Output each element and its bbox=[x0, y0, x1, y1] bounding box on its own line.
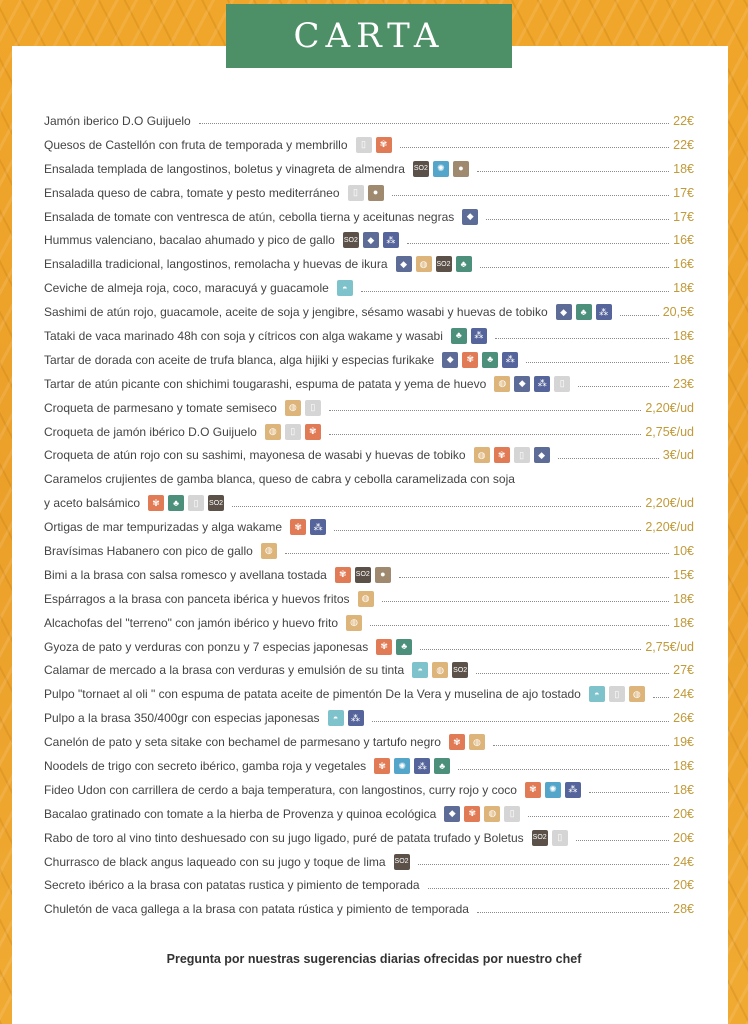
dot-leader bbox=[528, 816, 669, 817]
soy-icon: ♣ bbox=[168, 495, 184, 511]
gluten-wheat-icon: ✾ bbox=[305, 424, 321, 440]
dish-name: Tartar de dorada con aceite de trufa blanca, alga hijiki y especias furikake bbox=[44, 352, 435, 367]
menu-item bbox=[44, 467, 694, 515]
milk-icon: ▯ bbox=[504, 806, 520, 822]
allergen-icons bbox=[494, 376, 570, 392]
dot-leader bbox=[495, 338, 669, 339]
dish-name: Quesos de Castellón con fruta de temporada y membrillo bbox=[44, 137, 348, 152]
dot-leader bbox=[334, 530, 641, 531]
sesame-icon: ⁂ bbox=[534, 376, 550, 392]
dish-price: 2,20€/ud bbox=[645, 400, 694, 415]
menu-item bbox=[44, 682, 694, 706]
dot-leader bbox=[285, 553, 669, 554]
dish-price: 18€ bbox=[673, 615, 694, 630]
dot-leader bbox=[361, 291, 669, 292]
egg-icon: ◍ bbox=[484, 806, 500, 822]
fish-icon: ◆ bbox=[556, 304, 572, 320]
milk-icon: ▯ bbox=[285, 424, 301, 440]
allergen-icons bbox=[358, 591, 374, 607]
menu-item bbox=[44, 181, 694, 205]
dish-name: Bimi a la brasa con salsa romesco y avellana tostada bbox=[44, 567, 327, 582]
menu-item bbox=[44, 635, 694, 659]
dish-price: 28€ bbox=[673, 902, 694, 917]
menu-item bbox=[44, 228, 694, 252]
dish-price: 20€ bbox=[673, 878, 694, 893]
soy-icon: ♣ bbox=[482, 352, 498, 368]
fish-icon: ◆ bbox=[514, 376, 530, 392]
sesame-icon: ⁂ bbox=[565, 782, 581, 798]
egg-icon: ◍ bbox=[265, 424, 281, 440]
dish-name: Churrasco de black angus laqueado con su jugo y toque de lima bbox=[44, 854, 386, 869]
egg-icon: ◍ bbox=[629, 686, 645, 702]
menu-item bbox=[44, 802, 694, 826]
allergen-icons bbox=[525, 782, 581, 798]
mollusc-shell-icon: ◓ bbox=[412, 662, 428, 678]
dot-leader bbox=[329, 434, 642, 435]
allergen-icons bbox=[265, 424, 321, 440]
dish-price: 26€ bbox=[673, 711, 694, 726]
dot-leader bbox=[476, 673, 669, 674]
dish-name: Fideo Udon con carrillera de cerdo a baja temperatura, con langostinos, curry rojo y coco bbox=[44, 782, 517, 797]
sesame-icon: ⁂ bbox=[471, 328, 487, 344]
allergen-icons bbox=[374, 758, 450, 774]
allergen-icons bbox=[396, 256, 472, 272]
allergen-icons bbox=[444, 806, 520, 822]
dish-price: 2,75€/ud bbox=[645, 424, 694, 439]
dot-leader bbox=[576, 840, 669, 841]
dish-line-2 bbox=[44, 491, 694, 515]
dot-leader bbox=[477, 912, 669, 913]
menu-item bbox=[44, 539, 694, 563]
dot-leader bbox=[620, 315, 659, 316]
dot-leader bbox=[526, 362, 669, 363]
egg-icon: ◍ bbox=[285, 400, 301, 416]
sulphites-icon: SO2 bbox=[208, 495, 224, 511]
sulphites-icon: SO2 bbox=[394, 854, 410, 870]
menu-item bbox=[44, 252, 694, 276]
menu-item bbox=[44, 754, 694, 778]
gluten-wheat-icon: ✾ bbox=[376, 639, 392, 655]
dish-price: 19€ bbox=[673, 735, 694, 750]
dish-price: 24€ bbox=[673, 854, 694, 869]
egg-icon: ◍ bbox=[469, 734, 485, 750]
dish-price: 10€ bbox=[673, 543, 694, 558]
fish-icon: ◆ bbox=[363, 232, 379, 248]
sulphites-icon: SO2 bbox=[436, 256, 452, 272]
menu-item bbox=[44, 420, 694, 444]
allergen-icons bbox=[337, 280, 353, 296]
menu-item bbox=[44, 587, 694, 611]
dot-leader bbox=[329, 410, 642, 411]
allergen-icons bbox=[532, 830, 568, 846]
allergen-icons bbox=[442, 352, 518, 368]
gluten-wheat-icon: ✾ bbox=[148, 495, 164, 511]
sulphites-icon: SO2 bbox=[355, 567, 371, 583]
nut-icon: ● bbox=[375, 567, 391, 583]
menu-item bbox=[44, 659, 694, 683]
dish-name: Espárragos a la brasa con panceta ibérica y huevos fritos bbox=[44, 591, 350, 606]
allergen-icons bbox=[328, 710, 364, 726]
dish-name: Calamar de mercado a la brasa con verduras y emulsión de su tinta bbox=[44, 663, 405, 678]
allergen-icons bbox=[356, 137, 392, 153]
dish-name: Sashimi de atún rojo, guacamole, aceite de soja y jengibre, sésamo wasabi y huevas de tobiko bbox=[44, 305, 548, 320]
allergen-icons bbox=[412, 662, 468, 678]
fish-icon: ◆ bbox=[462, 209, 478, 225]
dish-name: Tartar de atún picante con shichimi tougarashi, espuma de patata y yema de huevo bbox=[44, 376, 487, 391]
dot-leader bbox=[370, 625, 669, 626]
milk-icon: ▯ bbox=[305, 400, 321, 416]
soy-icon: ♣ bbox=[451, 328, 467, 344]
gluten-wheat-icon: ✾ bbox=[449, 734, 465, 750]
sesame-icon: ⁂ bbox=[414, 758, 430, 774]
dish-line-1 bbox=[44, 467, 515, 491]
milk-icon: ▯ bbox=[356, 137, 372, 153]
menu-item bbox=[44, 730, 694, 754]
mollusc-shell-icon: ◓ bbox=[328, 710, 344, 726]
dish-name-continued: y aceto balsámico bbox=[44, 496, 141, 511]
dish-price: 20€ bbox=[673, 830, 694, 845]
dish-name: Secreto ibérico a la brasa con patatas rustica y pimiento de temporada bbox=[44, 878, 420, 893]
allergen-icons bbox=[148, 495, 224, 511]
allergen-icons bbox=[290, 519, 326, 535]
dot-leader bbox=[420, 649, 641, 650]
dot-leader bbox=[558, 458, 659, 459]
menu-item bbox=[44, 396, 694, 420]
menu-item bbox=[44, 324, 694, 348]
gluten-wheat-icon: ✾ bbox=[374, 758, 390, 774]
crustacean-icon: ✺ bbox=[545, 782, 561, 798]
dish-price: 22€ bbox=[673, 113, 694, 128]
menu-item bbox=[44, 563, 694, 587]
egg-icon: ◍ bbox=[416, 256, 432, 272]
gluten-wheat-icon: ✾ bbox=[335, 567, 351, 583]
dot-leader bbox=[232, 506, 641, 507]
dish-price: 18€ bbox=[673, 759, 694, 773]
dish-price: 22€ bbox=[673, 137, 694, 152]
dish-price: 3€/ud bbox=[662, 448, 694, 463]
dish-name: Tataki de vaca marinado 48h con soja y cítricos con alga wakame y wasabi bbox=[44, 328, 443, 343]
dot-leader bbox=[400, 147, 670, 148]
fish-icon: ◆ bbox=[534, 447, 550, 463]
mollusc-shell-icon: ◓ bbox=[589, 686, 605, 702]
dish-name: Bacalao gratinado con tomate a la hierba de Provenza y quinoa ecológica bbox=[44, 806, 437, 821]
egg-icon: ◍ bbox=[358, 591, 374, 607]
dish-price: 18€ bbox=[673, 782, 694, 797]
menu-item bbox=[44, 205, 694, 229]
dish-price: 15€ bbox=[673, 567, 694, 582]
egg-icon: ◍ bbox=[346, 615, 362, 631]
menu-list bbox=[44, 109, 694, 921]
gluten-wheat-icon: ✾ bbox=[376, 137, 392, 153]
allergen-icons bbox=[451, 328, 487, 344]
milk-icon: ▯ bbox=[609, 686, 625, 702]
dish-price: 18€ bbox=[673, 352, 694, 367]
dish-name: Ensalada templada de langostinos, boletus y vinagreta de almendra bbox=[44, 161, 405, 176]
dot-leader bbox=[589, 792, 669, 793]
sulphites-icon: SO2 bbox=[413, 161, 429, 177]
dish-name: Pulpo a la brasa 350/400gr con especias japonesas bbox=[44, 711, 320, 726]
dot-leader bbox=[407, 243, 669, 244]
dish-price: 24€ bbox=[673, 687, 694, 702]
egg-icon: ◍ bbox=[474, 447, 490, 463]
dish-name: Gyoza de pato y verduras con ponzu y 7 especias japonesas bbox=[44, 639, 369, 654]
menu-item bbox=[44, 826, 694, 850]
dish-name: Hummus valenciano, bacalao ahumado y pico de gallo bbox=[44, 233, 335, 248]
dish-price: 2,75€/ud bbox=[645, 639, 694, 654]
allergen-icons bbox=[343, 232, 399, 248]
dish-price: 23€ bbox=[673, 376, 694, 391]
allergen-icons bbox=[285, 400, 321, 416]
sesame-icon: ⁂ bbox=[348, 710, 364, 726]
dot-leader bbox=[428, 888, 670, 889]
dot-leader bbox=[477, 171, 669, 172]
sulphites-icon: SO2 bbox=[452, 662, 468, 678]
gluten-wheat-icon: ✾ bbox=[525, 782, 541, 798]
allergen-icons bbox=[589, 686, 645, 702]
dish-name: Bravísimas Habanero con pico de gallo bbox=[44, 543, 253, 558]
dish-name: Caramelos crujientes de gamba blanca, queso de cabra y cebolla caramelizada con soja bbox=[44, 472, 515, 487]
dot-leader bbox=[578, 386, 669, 387]
egg-icon: ◍ bbox=[261, 543, 277, 559]
sesame-icon: ⁂ bbox=[310, 519, 326, 535]
dish-name: Canelón de pato y seta sitake con bechamel de parmesano y tartufo negro bbox=[44, 735, 441, 750]
allergen-icons bbox=[449, 734, 485, 750]
menu-item bbox=[44, 109, 694, 133]
fish-icon: ◆ bbox=[442, 352, 458, 368]
dish-price: 16€ bbox=[673, 233, 694, 248]
dot-leader bbox=[399, 577, 669, 578]
page-title: CARTA bbox=[293, 16, 445, 56]
milk-icon: ▯ bbox=[554, 376, 570, 392]
dot-leader bbox=[199, 123, 669, 124]
allergen-icons bbox=[346, 615, 362, 631]
menu-item bbox=[44, 515, 694, 539]
dot-leader bbox=[418, 864, 670, 865]
title-banner bbox=[226, 4, 512, 68]
dish-price: 17€ bbox=[673, 185, 694, 200]
gluten-wheat-icon: ✾ bbox=[462, 352, 478, 368]
dish-price: 27€ bbox=[673, 663, 694, 678]
menu-item bbox=[44, 157, 694, 181]
dish-price: 17€ bbox=[673, 209, 694, 224]
menu-item bbox=[44, 276, 694, 300]
soy-icon: ♣ bbox=[576, 304, 592, 320]
gluten-wheat-icon: ✾ bbox=[290, 519, 306, 535]
dish-name: Noodels de trigo con secreto ibérico, gamba roja y vegetales bbox=[44, 759, 367, 773]
dot-leader bbox=[372, 721, 670, 722]
dot-leader bbox=[493, 745, 669, 746]
mollusc-shell-icon: ◓ bbox=[337, 280, 353, 296]
dish-price: 2,20€/ud bbox=[645, 496, 694, 511]
dish-price: 18€ bbox=[673, 161, 694, 176]
dish-name: Pulpo "tornaet al oli " con espuma de patata aceite de pimentón De la Vera y muselina de ajo tostado bbox=[44, 687, 581, 702]
menu-item bbox=[44, 850, 694, 874]
dot-leader bbox=[653, 697, 669, 698]
dish-name: Rabo de toro al vino tinto deshuesado con su jugo ligado, puré de patata trufado y Boletus bbox=[44, 830, 524, 845]
dish-price: 16€ bbox=[673, 257, 694, 272]
dot-leader bbox=[458, 769, 669, 770]
dish-name: Jamón iberico D.O Guijuelo bbox=[44, 113, 191, 128]
menu-item bbox=[44, 611, 694, 635]
allergen-icons bbox=[394, 854, 410, 870]
allergen-icons bbox=[413, 161, 469, 177]
dish-name: Croqueta de parmesano y tomate semiseco bbox=[44, 400, 277, 415]
nut-icon: ● bbox=[368, 185, 384, 201]
dish-name: Chuletón de vaca gallega a la brasa con patata rústica y pimiento de temporada bbox=[44, 902, 469, 917]
allergen-icons bbox=[261, 543, 277, 559]
soy-icon: ♣ bbox=[434, 758, 450, 774]
dish-name: Ortigas de mar tempurizadas y alga wakame bbox=[44, 520, 283, 535]
dish-name: Alcachofas del "terreno" con jamón ibérico y huevo frito bbox=[44, 615, 339, 630]
dish-price: 20€ bbox=[673, 806, 694, 821]
dish-price: 18€ bbox=[673, 328, 694, 343]
menu-item bbox=[44, 897, 694, 921]
menu-item bbox=[44, 372, 694, 396]
menu-item bbox=[44, 300, 694, 324]
allergen-icons bbox=[474, 447, 550, 463]
gluten-wheat-icon: ✾ bbox=[464, 806, 480, 822]
sesame-icon: ⁂ bbox=[502, 352, 518, 368]
allergen-icons bbox=[376, 639, 412, 655]
menu-item bbox=[44, 348, 694, 372]
milk-icon: ▯ bbox=[552, 830, 568, 846]
milk-icon: ▯ bbox=[348, 185, 364, 201]
allergen-icons bbox=[556, 304, 612, 320]
dish-price: 20,5€ bbox=[662, 305, 694, 320]
sesame-icon: ⁂ bbox=[383, 232, 399, 248]
allergen-icons bbox=[348, 185, 384, 201]
dot-leader bbox=[480, 267, 670, 268]
milk-icon: ▯ bbox=[514, 447, 530, 463]
sulphites-icon: SO2 bbox=[532, 830, 548, 846]
menu-item bbox=[44, 874, 694, 898]
menu-item bbox=[44, 706, 694, 730]
fish-icon: ◆ bbox=[444, 806, 460, 822]
egg-icon: ◍ bbox=[432, 662, 448, 678]
dish-name: Ceviche de almeja roja, coco, maracuyá y guacamole bbox=[44, 281, 329, 296]
dish-price: 2,20€/ud bbox=[645, 520, 694, 535]
footer-note: Pregunta por nuestras sugerencias diarias ofrecidas por nuestro chef bbox=[166, 952, 582, 966]
fish-icon: ◆ bbox=[396, 256, 412, 272]
nut-icon: ● bbox=[453, 161, 469, 177]
menu-item bbox=[44, 778, 694, 802]
soy-icon: ♣ bbox=[396, 639, 412, 655]
dot-leader bbox=[392, 195, 670, 196]
milk-icon: ▯ bbox=[188, 495, 204, 511]
soy-icon: ♣ bbox=[456, 256, 472, 272]
crustacean-icon: ✺ bbox=[433, 161, 449, 177]
menu-item bbox=[44, 443, 694, 467]
gluten-wheat-icon: ✾ bbox=[494, 447, 510, 463]
allergen-icons bbox=[462, 209, 478, 225]
dish-name: Ensalada de tomate con ventresca de atún, cebolla tierna y aceitunas negras bbox=[44, 209, 455, 224]
sulphites-icon: SO2 bbox=[343, 232, 359, 248]
dish-name: Ensalada queso de cabra, tomate y pesto mediterráneo bbox=[44, 185, 340, 200]
dot-leader bbox=[382, 601, 670, 602]
menu-item bbox=[44, 133, 694, 157]
dish-name: Ensaladilla tradicional, langostinos, remolacha y huevas de ikura bbox=[44, 257, 388, 272]
dish-price: 18€ bbox=[673, 591, 694, 606]
sesame-icon: ⁂ bbox=[596, 304, 612, 320]
dish-price: 18€ bbox=[673, 281, 694, 296]
dot-leader bbox=[486, 219, 669, 220]
dish-name: Croqueta de atún rojo con su sashimi, mayonesa de wasabi y huevas de tobiko bbox=[44, 448, 466, 463]
dish-name: Croqueta de jamón ibérico D.O Guijuelo bbox=[44, 424, 257, 439]
crustacean-icon: ✺ bbox=[394, 758, 410, 774]
allergen-icons bbox=[335, 567, 391, 583]
egg-icon: ◍ bbox=[494, 376, 510, 392]
